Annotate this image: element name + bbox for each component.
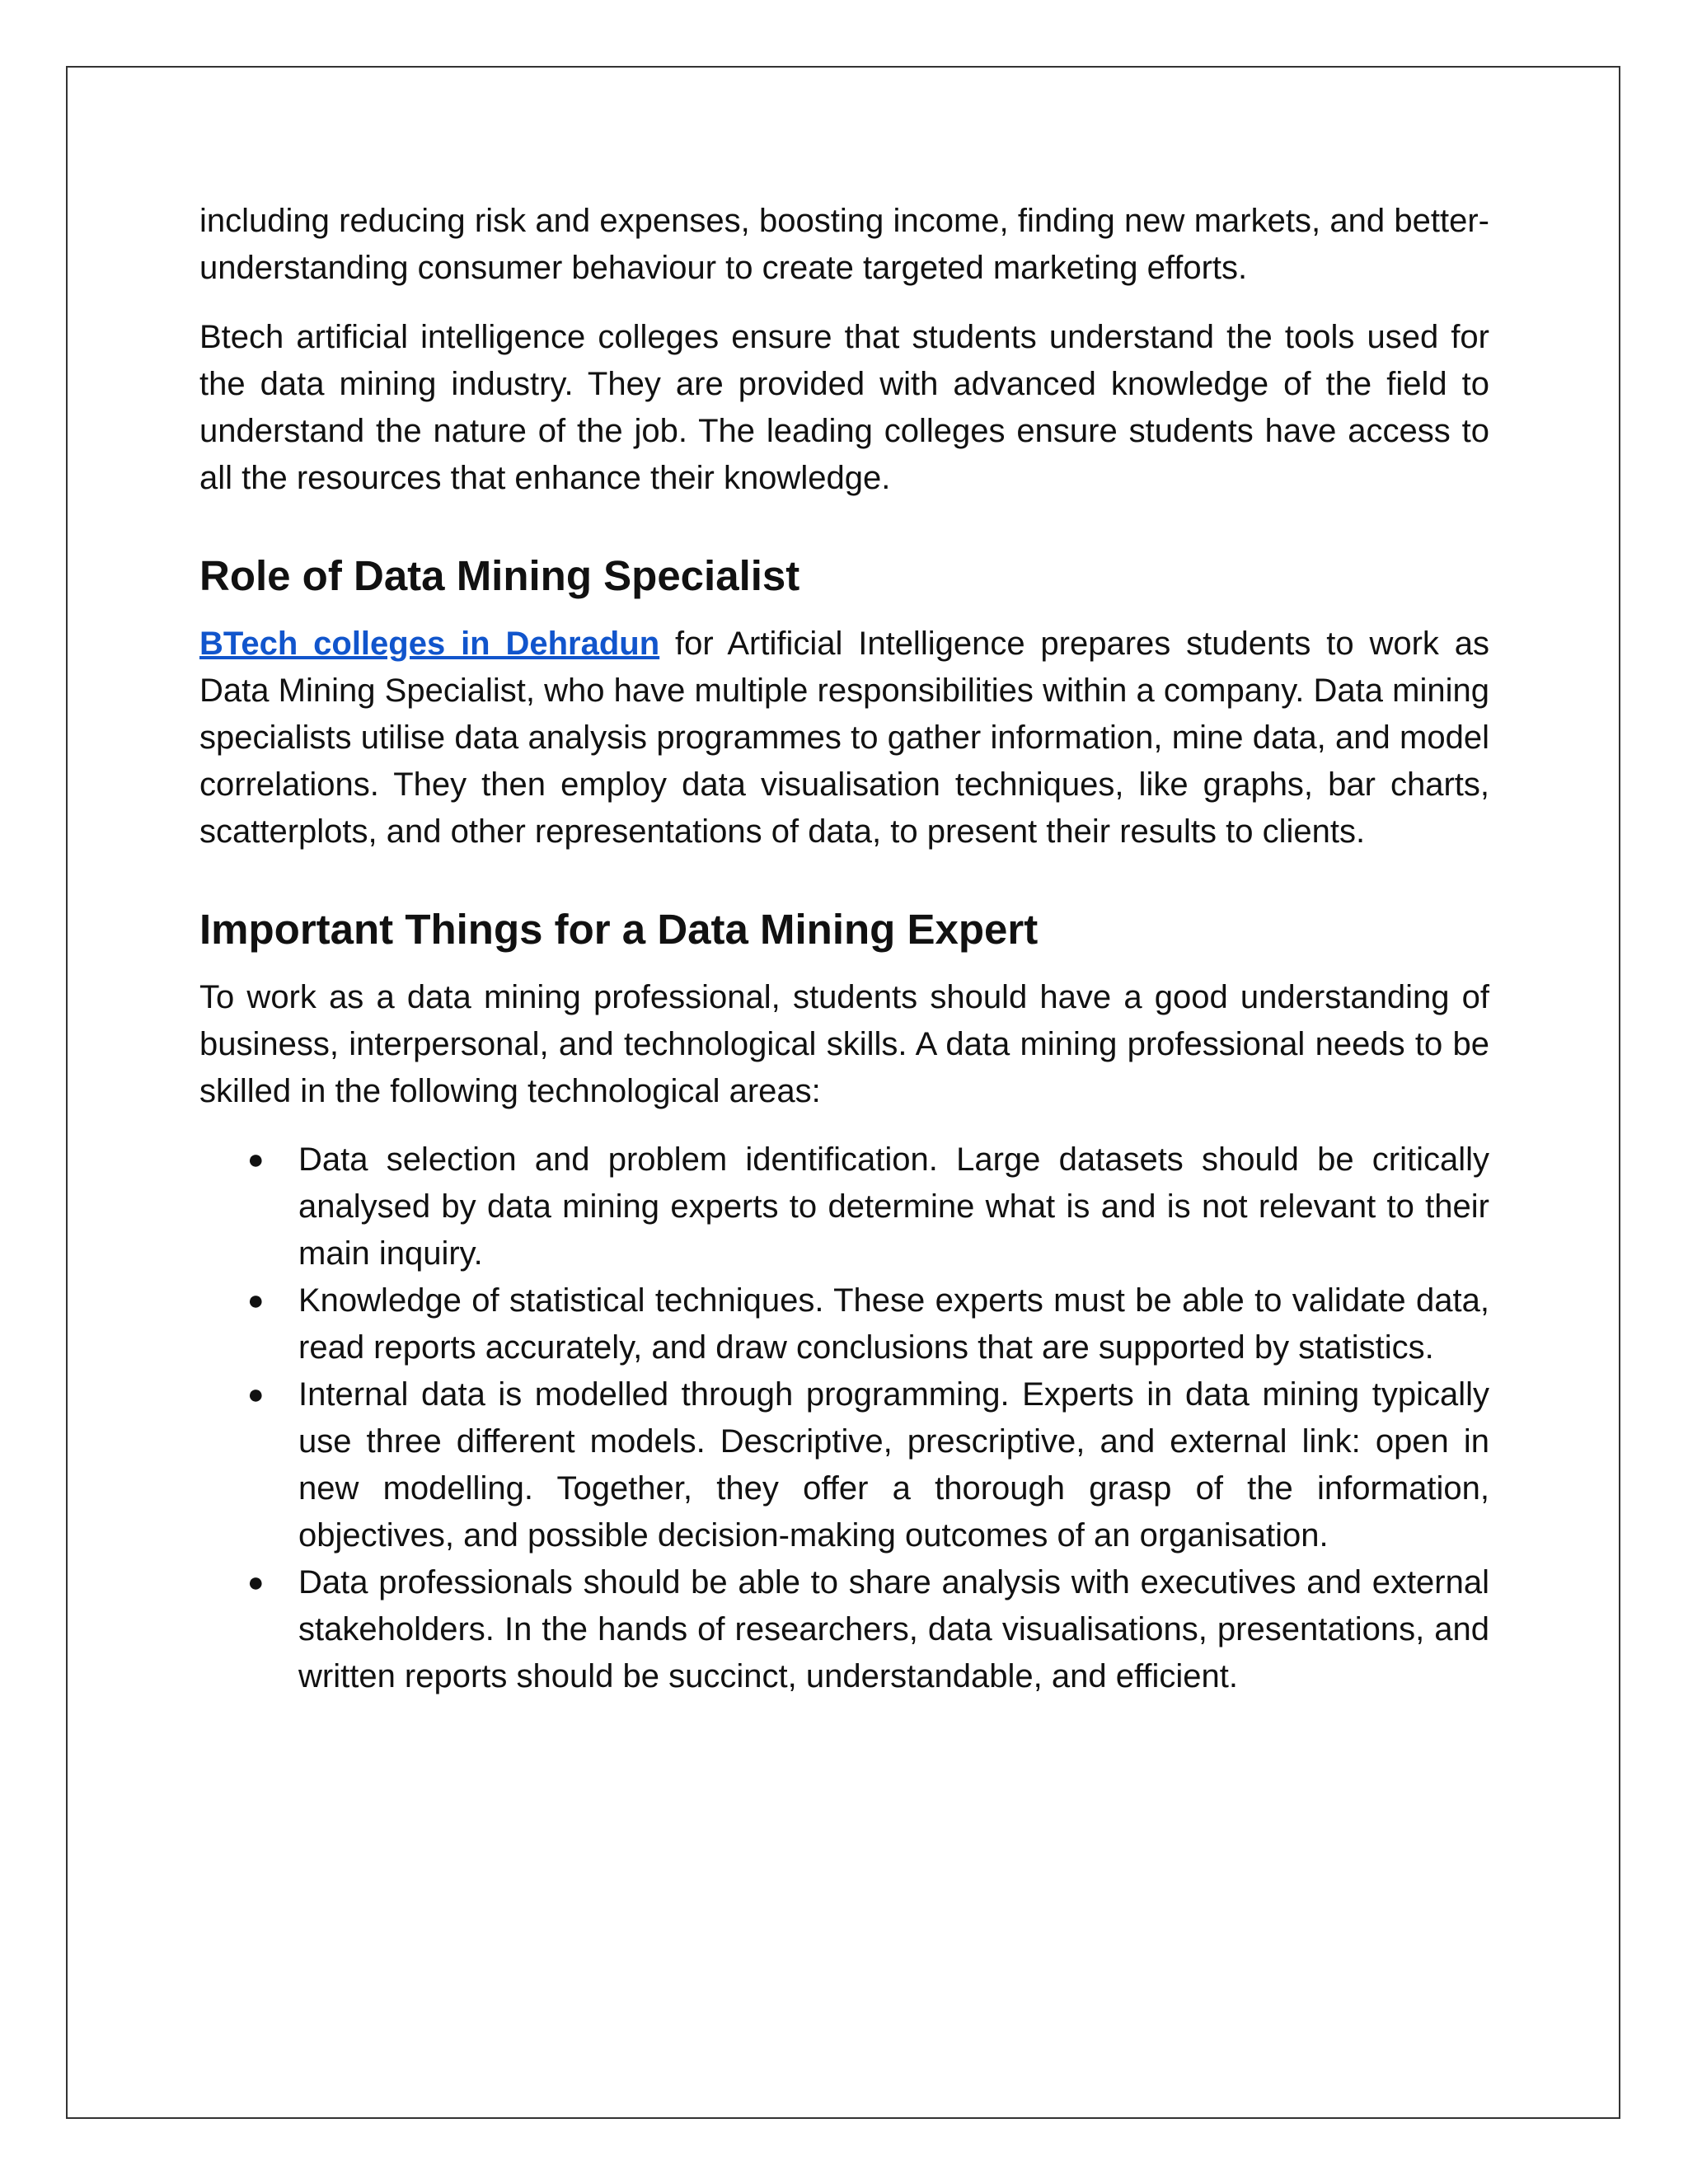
- paragraph-intro-continuation: including reducing risk and expenses, boosting income, finding new markets, and better-understanding consumer behaviour to create targeted marketing efforts.: [199, 203, 1489, 286]
- bullet-icon: ●: [247, 1285, 265, 1316]
- list-item: [247, 1137, 1489, 1277]
- list-item: [247, 1559, 1489, 1700]
- paragraph-role: [199, 621, 1489, 855]
- list-item-text: Data selection and problem identification. Large datasets should be critically analysed by data mining experts to determine what is and is not relevant to their main inquiry.: [298, 1141, 1489, 1272]
- skills-bullet-list: [199, 1137, 1489, 1700]
- list-item-text: Knowledge of statistical techniques. These experts must be able to validate data, read reports accurately, and draw conclusions that are supported by statistics.: [298, 1282, 1489, 1366]
- bullet-icon: ●: [247, 1144, 265, 1175]
- list-item-text: Internal data is modelled through programming. Experts in data mining typically use three different models. Descriptive, prescriptive, and external link: open in new modelling. Together, they offer a thorough grasp of the information, objectives, and possible decision-making outcomes of an organisation.: [298, 1376, 1489, 1554]
- paragraph-role-text: for Artificial Intelligence prepares students to work as Data Mining Specialist, who have multiple responsibilities within a company. Data mining specialists utilise data analysis programmes to gather information, mine data, and model correlations. They then employ data visualisation techniques, like graphs, bar charts, scatterplots, and other representations of data, to present their results to clients.: [199, 626, 1490, 850]
- list-item-text: Data professionals should be able to share analysis with executives and external stakeholders. In the hands of researchers, data visualisations, presentations, and written reports should be succinct, understandable, and efficient.: [298, 1564, 1489, 1694]
- heading-role-of-data-mining-specialist: Role of Data Mining Specialist: [199, 552, 800, 599]
- document-body: [199, 198, 1489, 1700]
- list-item: [247, 1277, 1489, 1371]
- heading-important-things: Important Things for a Data Mining Expert: [199, 906, 1039, 953]
- paragraph-btech-colleges: Btech artificial intelligence colleges ensure that students understand the tools used for the data mining industry. They are provided with advanced knowledge of the field to understand the nature of the job. The leading colleges ensure students have access to all the resources that enhance their knowledge.: [199, 319, 1489, 496]
- paragraph-important-intro: To work as a data mining professional, students should have a good understanding of business, interpersonal, and technological skills. A data mining professional needs to be skilled in the following technological areas:: [199, 979, 1489, 1109]
- bullet-icon: ●: [247, 1567, 265, 1598]
- list-item: [247, 1371, 1489, 1559]
- bullet-icon: ●: [247, 1379, 265, 1410]
- btech-colleges-dehradun-link[interactable]: BTech colleges in Dehradun: [199, 626, 660, 662]
